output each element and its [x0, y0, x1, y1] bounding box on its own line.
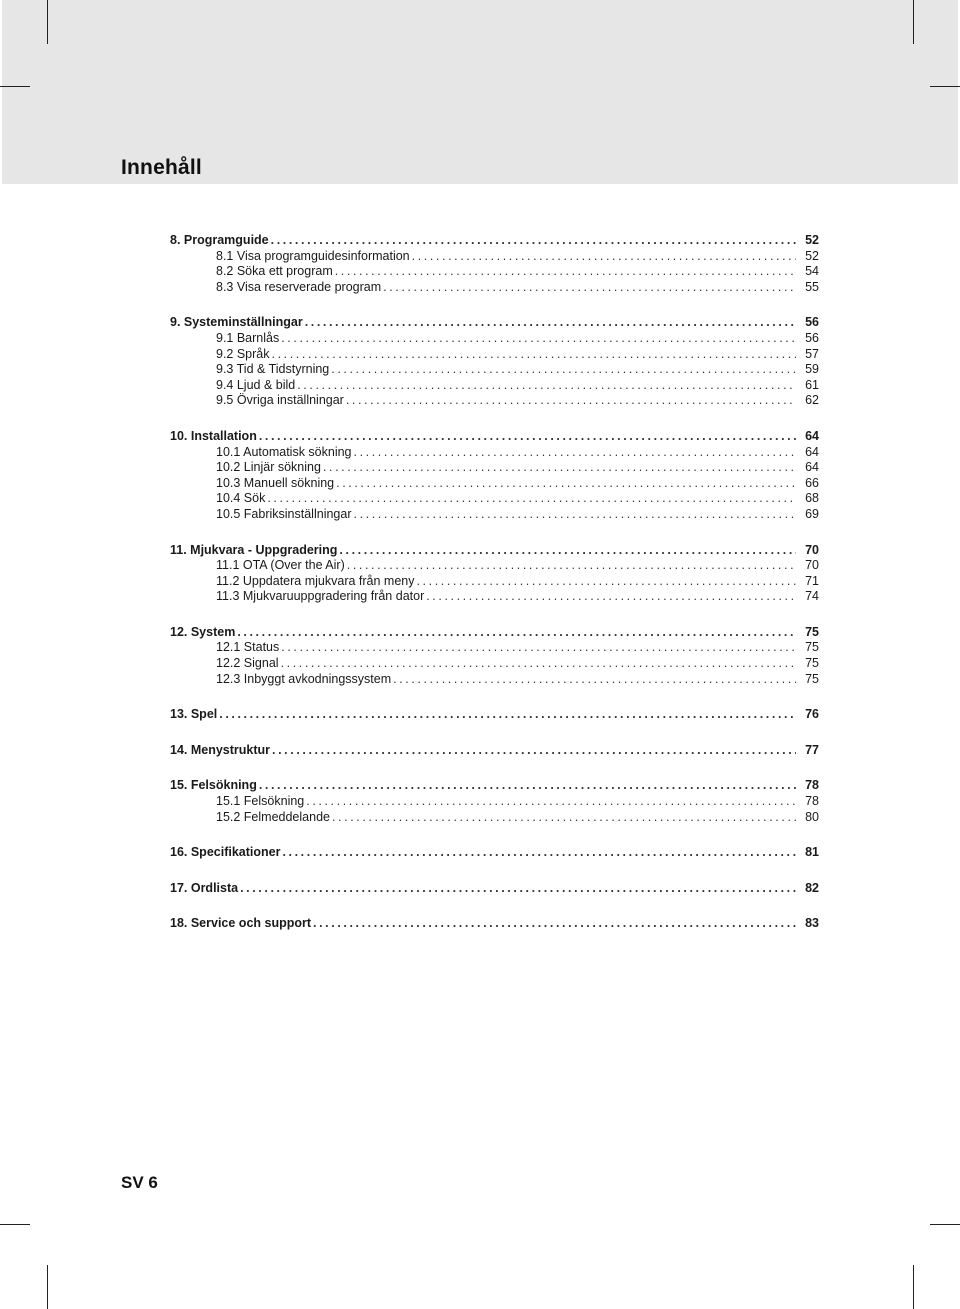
toc-subsection-entry[interactable]: [170, 640, 819, 656]
toc-leader-dots: [426, 589, 796, 605]
crop-mark-bottom-right: [913, 1265, 914, 1309]
toc-leader-dots: [272, 347, 796, 363]
toc-entry-label: 15. Felsökning: [170, 778, 257, 793]
toc-section-entry[interactable]: [170, 543, 819, 559]
toc-entry-label: 12.2 Signal: [216, 656, 279, 671]
toc-section: [170, 233, 819, 295]
toc-section: [170, 743, 819, 759]
toc-page-number: 69: [805, 506, 819, 521]
toc-entry-label: 11. Mjukvara - Uppgradering: [170, 542, 338, 557]
toc-leader-dots: [281, 331, 796, 347]
toc-subsection-entry[interactable]: [170, 280, 819, 296]
toc-page-number: 75: [805, 640, 819, 655]
toc-leader-dots: [332, 810, 796, 826]
toc-entry-label: 10.2 Linjär sökning: [216, 460, 321, 475]
toc-page-number: 68: [805, 491, 819, 506]
toc-page-number: 80: [805, 809, 819, 824]
toc-entry-label: 10.5 Fabriksinställningar: [216, 506, 352, 521]
toc-page-number: 64: [805, 428, 819, 443]
crop-mark-top-right: [913, 0, 914, 44]
toc-entry-label: 18. Service och support: [170, 916, 312, 931]
toc-section-entry[interactable]: [170, 916, 819, 932]
toc-entry-label: 15.2 Felmeddelande: [216, 809, 330, 824]
toc-leader-dots: [240, 881, 796, 897]
toc-entry-label: 17. Ordlista: [170, 880, 239, 895]
toc-entry-label: 9.3 Tid & Tidstyrning: [216, 362, 330, 377]
toc-leader-dots: [346, 393, 796, 409]
toc-leader-dots: [282, 845, 796, 861]
toc-section: [170, 845, 819, 861]
toc-subsection-entry[interactable]: [170, 672, 819, 688]
toc-entry-label: 9.1 Barnlås: [216, 330, 280, 345]
toc-entry-label: 15.1 Felsökning: [216, 794, 305, 809]
toc-entry-label: 10.3 Manuell sökning: [216, 475, 335, 490]
toc-leader-dots: [305, 315, 796, 331]
toc-leader-dots: [271, 233, 796, 249]
toc-section-entry[interactable]: [170, 845, 819, 861]
toc-subsection-entry[interactable]: [170, 491, 819, 507]
toc-subsection-entry[interactable]: [170, 264, 819, 280]
toc-entry-label: 8. Programguide: [170, 233, 269, 247]
toc-leader-dots: [306, 794, 796, 810]
toc-entry-label: 12. System: [170, 624, 236, 639]
crop-mark-top-left: [47, 0, 48, 44]
toc-page-number: 59: [805, 362, 819, 377]
toc-leader-dots: [237, 625, 796, 641]
crop-mark-right-lower: [930, 1224, 960, 1225]
toc-page-number: 71: [805, 573, 819, 588]
toc-leader-dots: [259, 778, 796, 794]
crop-mark-left-lower: [0, 1224, 30, 1225]
toc-section: [170, 315, 819, 409]
toc-subsection-entry[interactable]: [170, 460, 819, 476]
toc-section: [170, 707, 819, 723]
toc-leader-dots: [267, 491, 796, 507]
toc-page-number: 56: [805, 315, 819, 330]
toc-section: [170, 625, 819, 687]
toc-leader-dots: [281, 656, 796, 672]
table-of-contents: [170, 233, 819, 952]
toc-entry-label: 11.2 Uppdatera mjukvara från meny: [216, 573, 415, 588]
toc-leader-dots: [297, 378, 796, 394]
toc-section-entry[interactable]: [170, 625, 819, 641]
toc-section-entry[interactable]: [170, 778, 819, 794]
toc-subsection-entry[interactable]: [170, 445, 819, 461]
crop-mark-left-upper: [0, 86, 30, 87]
toc-entry-label: 8.2 Söka ett program: [216, 264, 333, 279]
toc-page-number: 70: [805, 542, 819, 557]
toc-leader-dots: [393, 672, 796, 688]
toc-leader-dots: [281, 640, 796, 656]
toc-section-entry[interactable]: [170, 743, 819, 759]
toc-leader-dots: [272, 743, 796, 759]
toc-section-entry[interactable]: [170, 429, 819, 445]
toc-page-number: 52: [805, 233, 819, 247]
toc-subsection-entry[interactable]: [170, 574, 819, 590]
toc-entry-label: 12.3 Inbyggt avkodningssystem: [216, 671, 392, 686]
toc-page-number: 75: [805, 624, 819, 639]
toc-subsection-entry[interactable]: [170, 362, 819, 378]
toc-page-number: 57: [805, 346, 819, 361]
toc-page-number: 81: [805, 845, 819, 860]
toc-leader-dots: [335, 264, 796, 280]
toc-page-number: 61: [805, 377, 819, 392]
toc-subsection-entry[interactable]: [170, 476, 819, 492]
toc-entry-label: 9.2 Språk: [216, 346, 270, 361]
toc-page-number: 70: [805, 558, 819, 573]
toc-page-number: 78: [805, 778, 819, 793]
toc-entry-label: 10.1 Automatisk sökning: [216, 444, 352, 459]
toc-leader-dots: [339, 543, 796, 559]
toc-page-number: 83: [805, 916, 819, 931]
toc-page-number: 56: [805, 330, 819, 345]
toc-section: [170, 543, 819, 605]
toc-entry-label: 9.5 Övriga inställningar: [216, 393, 344, 408]
toc-section: [170, 429, 819, 523]
toc-subsection-entry[interactable]: [170, 656, 819, 672]
toc-page-number: 62: [805, 393, 819, 408]
toc-subsection-entry[interactable]: [170, 794, 819, 810]
toc-page-number: 55: [805, 279, 819, 294]
toc-subsection-entry[interactable]: [170, 378, 819, 394]
toc-leader-dots: [354, 507, 797, 523]
toc-section-entry[interactable]: [170, 707, 819, 723]
toc-subsection-entry[interactable]: [170, 810, 819, 826]
toc-subsection-entry[interactable]: [170, 331, 819, 347]
toc-subsection-entry[interactable]: [170, 249, 819, 265]
toc-entry-label: 8.3 Visa reserverade program: [216, 279, 382, 294]
toc-page-number: 54: [805, 264, 819, 279]
toc-page-number: 74: [805, 589, 819, 604]
toc-page-number: 82: [805, 880, 819, 895]
page-number-footer: SV 6: [121, 1173, 158, 1192]
toc-subsection-entry[interactable]: [170, 558, 819, 574]
toc-subsection-entry[interactable]: [170, 393, 819, 409]
toc-page-number: 64: [805, 444, 819, 459]
toc-leader-dots: [412, 249, 796, 265]
toc-leader-dots: [383, 280, 796, 296]
toc-entry-label: 14. Menystruktur: [170, 742, 271, 757]
toc-entry-label: 10. Installation: [170, 428, 257, 443]
toc-section-entry[interactable]: [170, 881, 819, 897]
toc-leader-dots: [219, 707, 796, 723]
crop-mark-right-upper: [930, 86, 960, 87]
toc-section-entry[interactable]: [170, 233, 819, 249]
toc-section: [170, 916, 819, 932]
toc-page-number: 52: [805, 248, 819, 263]
toc-page-number: 76: [805, 707, 819, 722]
toc-page-number: 75: [805, 656, 819, 671]
toc-leader-dots: [354, 445, 797, 461]
toc-leader-dots: [336, 476, 796, 492]
toc-page-number: 78: [805, 794, 819, 809]
crop-mark-bottom-left: [47, 1265, 48, 1309]
toc-subsection-entry[interactable]: [170, 589, 819, 605]
toc-subsection-entry[interactable]: [170, 507, 819, 523]
toc-page-number: 75: [805, 671, 819, 686]
toc-entry-label: 9. Systeminställningar: [170, 315, 303, 330]
page-title: Innehåll: [121, 156, 202, 179]
toc-subsection-entry[interactable]: [170, 347, 819, 363]
toc-leader-dots: [313, 916, 796, 932]
toc-leader-dots: [331, 362, 796, 378]
toc-leader-dots: [347, 558, 796, 574]
toc-page-number: 77: [805, 742, 819, 757]
toc-section-entry[interactable]: [170, 315, 819, 331]
toc-entry-label: 16. Specifikationer: [170, 845, 281, 860]
toc-entry-label: 13. Spel: [170, 707, 218, 722]
toc-page-number: 64: [805, 460, 819, 475]
toc-entry-label: 11.3 Mjukvaruuppgradering från dator: [216, 589, 425, 604]
toc-entry-label: 11.1 OTA (Over the Air): [216, 558, 345, 573]
toc-entry-label: 8.1 Visa programguidesinformation: [216, 248, 410, 263]
toc-entry-label: 12.1 Status: [216, 640, 280, 655]
toc-section: [170, 881, 819, 897]
toc-page-number: 66: [805, 475, 819, 490]
toc-leader-dots: [259, 429, 796, 445]
toc-leader-dots: [323, 460, 796, 476]
toc-section: [170, 778, 819, 825]
toc-entry-label: 9.4 Ljud & bild: [216, 377, 296, 392]
toc-entry-label: 10.4 Sök: [216, 491, 266, 506]
toc-leader-dots: [416, 574, 796, 590]
